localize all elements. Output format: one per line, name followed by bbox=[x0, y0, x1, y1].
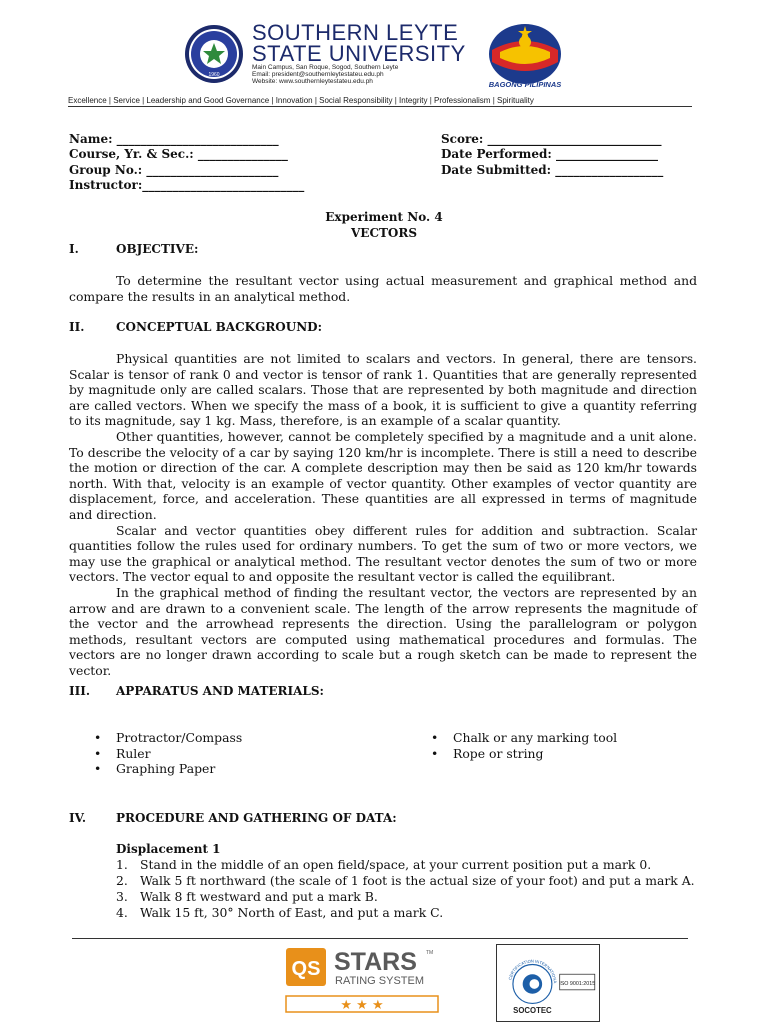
background-paragraph-2: Other quantities, however, cannot be completely specified by a magnitude and a unit alone. To describe the velocity of a car by saying 120 km/hr is incomplete. There is still a need to describe the motion or direction of the car. A complete description may then be said as 120 km/hr towards north. With that, velocity is an example of vector quantity. Other examples of vector quantity are displacement, force, and acceleration. These quantities are all expressed in terms of magnitude and direction. bbox=[69, 428, 697, 522]
list-item: • Ruler bbox=[92, 746, 242, 762]
university-name-line1: SOUTHERN LEYTE bbox=[252, 20, 459, 45]
socotec-iso-badge bbox=[496, 944, 600, 1022]
experiment-number: Experiment No. 4 bbox=[325, 210, 443, 224]
bagong-pilipinas-logo bbox=[486, 22, 564, 88]
step-text: Walk 5 ft northward (the scale of 1 foot is the actual size of your foot) and put a mark A. bbox=[140, 873, 695, 888]
background-paragraph-3: Scalar and vector quantities obey different rules for addition and subtraction. Scalar quantities follow the rules used for ordinary numbers. To get the sum of two or more vectors, we may use the graphical or analytical method. The resultant vector denotes the sum of two or more vectors. The vector equal to and opposite the resultant vector is called the equilibrant. bbox=[69, 522, 697, 585]
section-heading-procedure: PROCEDURE AND GATHERING OF DATA: bbox=[116, 811, 397, 825]
university-name bbox=[252, 22, 466, 64]
background-paragraph-1: Physical quantities are not limited to scalars and vectors. In general, there are tensors. Scalar is tensor of rank 0 and vector is tensor of rank 1. Quantities that are generally represented by magnitude only are called scalars. Those that are represented by both magnitude and direction are called vectors. When we specify the mass of a book, it is sufficient to give a quantity referring to its magnitude, say 1 kg. Mass, therefore, is an example of a scalar quantity. bbox=[69, 351, 697, 429]
footer-divider bbox=[72, 938, 688, 939]
name-field[interactable]: Name: ___________________________ bbox=[69, 132, 279, 146]
qs-tm: TM bbox=[426, 950, 434, 956]
section-number-procedure: IV. bbox=[69, 811, 87, 825]
qs-star-rating: ★ ★ ★ bbox=[340, 998, 384, 1013]
list-item: • Rope or string bbox=[429, 746, 617, 762]
procedure-subheading: Displacement 1 bbox=[116, 842, 221, 856]
step-number: 2. bbox=[116, 873, 128, 888]
qs-stars-text: STARS bbox=[334, 948, 417, 976]
university-name-line2: STATE UNIVERSITY bbox=[252, 41, 466, 66]
university-seal bbox=[184, 24, 244, 84]
svg-text:1960: 1960 bbox=[208, 72, 220, 78]
step-text: Walk 8 ft westward and put a mark B. bbox=[140, 889, 378, 904]
section-number-background: II. bbox=[69, 320, 85, 334]
procedure-step bbox=[116, 873, 695, 889]
section-heading-objective: OBJECTIVE: bbox=[116, 242, 199, 256]
bagong-pilipinas-text: BAGONG PILIPINAS bbox=[488, 80, 562, 89]
apparatus-list-left bbox=[92, 730, 242, 777]
procedure-step bbox=[116, 905, 695, 921]
svg-text:CERTIFICATION INTERNATIONAL: CERTIFICATION INTERNATIONA bbox=[507, 958, 558, 984]
university-website: Website: www.southernleytestateu.edu.ph bbox=[252, 78, 373, 85]
instructor-field[interactable]: Instructor:___________________________ bbox=[69, 178, 305, 192]
group-field[interactable]: Group No.: ______________________ bbox=[69, 163, 279, 177]
university-email: Email: president@southernleytestateu.edu.ph bbox=[252, 71, 384, 78]
date-performed-field[interactable]: Date Performed: _________________ bbox=[441, 147, 659, 161]
header-divider bbox=[68, 106, 692, 107]
iso-label: ISO 9001:2015 bbox=[559, 980, 596, 987]
list-item: • Chalk or any marking tool bbox=[429, 730, 617, 746]
university-address: Main Campus, San Roque, Sogod, Southern Leyte bbox=[252, 64, 399, 71]
background-paragraph-4: In the graphical method of finding the resultant vector, the vectors are represented by an arrow and are drawn to a convenient scale. The length of the arrow represents the magnitude of the vector and the arrowhead represents the direction. Using the parallelogram or polygon methods, resultant vectors are computed using mathematical procedures and formulas. The vectors are no longer drawn according to scale but a rough sketch can be made to represent the vector. bbox=[69, 584, 697, 678]
list-item: • Protractor/Compass bbox=[92, 730, 242, 746]
section-number-apparatus: III. bbox=[69, 684, 91, 698]
qs-mark: QS bbox=[291, 958, 321, 980]
procedure-step bbox=[116, 857, 695, 873]
procedure-steps bbox=[116, 857, 695, 921]
step-number: 1. bbox=[116, 857, 128, 872]
procedure-step bbox=[116, 889, 695, 905]
core-values: Excellence | Service | Leadership and Good Governance | Innovation | Social Responsibility | Integrity | Professionalism | Spirituality bbox=[68, 96, 534, 105]
apparatus-list-right bbox=[429, 730, 617, 761]
socotec-label: SOCOTEC bbox=[513, 1006, 552, 1016]
list-item: • Graphing Paper bbox=[92, 761, 242, 777]
step-text: Walk 15 ft, 30° North of East, and put a mark C. bbox=[140, 905, 444, 920]
date-submitted-field[interactable]: Date Submitted: __________________ bbox=[441, 163, 664, 177]
section-heading-apparatus: APPARATUS AND MATERIALS: bbox=[116, 684, 324, 698]
step-number: 3. bbox=[116, 889, 128, 904]
section-number-objective: I. bbox=[69, 242, 79, 256]
section-heading-background: CONCEPTUAL BACKGROUND: bbox=[116, 320, 323, 334]
objective-text: To determine the resultant vector using actual measurement and graphical method and compare the results in an analytical method. bbox=[69, 273, 697, 304]
qs-stars-badge bbox=[282, 942, 444, 1018]
step-number: 4. bbox=[116, 905, 128, 920]
background-body bbox=[69, 351, 697, 678]
qs-rating-text: RATING SYSTEM bbox=[335, 975, 425, 987]
score-field[interactable]: Score: _____________________________ bbox=[441, 132, 662, 146]
experiment-topic: VECTORS bbox=[350, 226, 418, 240]
course-field[interactable]: Course, Yr. & Sec.: _______________ bbox=[69, 147, 288, 161]
university-contact bbox=[252, 64, 398, 85]
step-text: Stand in the middle of an open field/space, at your current position put a mark 0. bbox=[140, 857, 652, 872]
